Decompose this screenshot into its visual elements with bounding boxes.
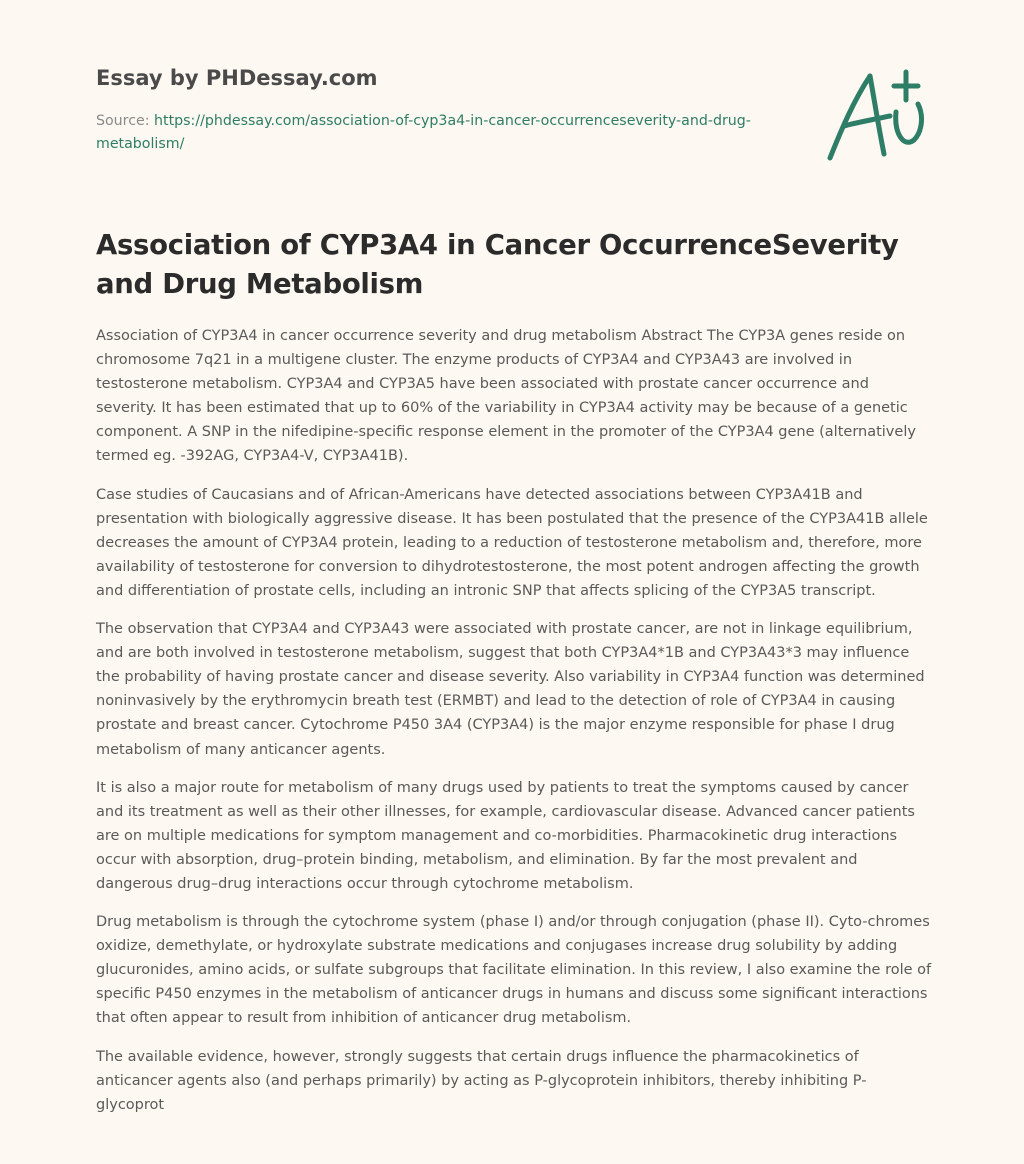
site-brand: Essay by PHDessay.com — [96, 66, 378, 90]
paragraph: The observation that CYP3A4 and CYP3A43 were associated with prostate cancer, are not in linkage equilibrium, and are both involved in testosterone metabolism, suggest that both CYP3A4*1B and CYP3A43*3 may influence the probability of having prostate cancer and disease severity. Also variability in CYP3A4 function was determined noninvasively by the erythromycin breath test (ERMBT) and lead to the detection of role of CYP3A4 in causing prostate and breast cancer. Cytochrome P450 3A4 (CYP3A4) is the major enzyme responsible for phase I drug metabolism of many anticancer agents. — [96, 621, 925, 758]
paragraph: The available evidence, however, strongly suggests that certain drugs influence the pharmacokinetics of anticancer agents also (and perhaps primarily) by acting as P-glycoprotein inhibitors, thereby inhibiting P-glycoprot — [96, 1048, 867, 1113]
paragraph: Association of CYP3A4 in cancer occurrence severity and drug metabolism Abstract The CYP3A genes reside on chromosome 7q21 in a multigene cluster. The enzyme products of CYP3A4 and CYP3A43 are involved in testosterone metabolism. CYP3A4 and CYP3A5 have been associated with prostate cancer occurrence and severity. It has been estimated that up to 60% of the variability in CYP3A4 activity may be because of a genetic component. A SNP in the nifedipine-specific response element in the promoter of the CYP3A4 gene (alternatively termed eg. -392AG, CYP3A4-V, CYP3A41B). — [96, 328, 916, 465]
source-line — [96, 110, 786, 156]
paragraph: Case studies of Caucasians and of African-Americans have detected associations between CYP3A41B and presentation with biologically aggressive disease. It has been postulated that the presence of the CYP3A41B allele decreases the amount of CYP3A4 protein, leading to a reduction of testosterone metabolism and, therefore, more availability of testosterone for conversion to dihydrotestosterone, the most potent androgen affecting the growth and differentiation of prostate cells, including an intronic SNP that affects splicing of the CYP3A5 transcript. — [96, 486, 928, 599]
a-plus-grade-icon — [818, 64, 930, 168]
page-header — [96, 64, 796, 156]
paragraph: It is also a major route for metabolism of many drugs used by patients to treat the symptoms caused by cancer and its treatment as well as their other illnesses, for example, cardiovascular disease. Advanced cancer patients are on multiple medications for symptom management and co-morbidities. Pharmacokinetic drug interactions occur with absorption, drug–protein binding, metabolism, and elimination. By far the most prevalent and dangerous drug–drug interactions occur through cytochrome metabolism. — [96, 779, 915, 892]
article-body — [96, 324, 934, 1131]
source-label: Source: — [96, 113, 150, 129]
paragraph: Drug metabolism is through the cytochrome system (phase I) and/or through conjugation (phase II). Cyto-chromes oxidize, demethylate, or hydroxylate substrate medications and conjugases increase drug solubility by adding glucuronides, amino acids, or sulfate subgroups that facilitate elimination. In this review, I also examine the role of specific P450 enzymes in the metabolism of anticancer drugs in humans and discuss some significant interactions that often appear to result from inhibition of anticancer drug metabolism. — [96, 914, 932, 1027]
source-link[interactable]: https://phdessay.com/association-of-cyp3a4-in-cancer-occurrenceseverity-and-drug-metabolism/ — [96, 113, 751, 152]
page-title: Association of CYP3A4 in Cancer OccurrenceSeverity and Drug Metabolism — [96, 229, 899, 300]
